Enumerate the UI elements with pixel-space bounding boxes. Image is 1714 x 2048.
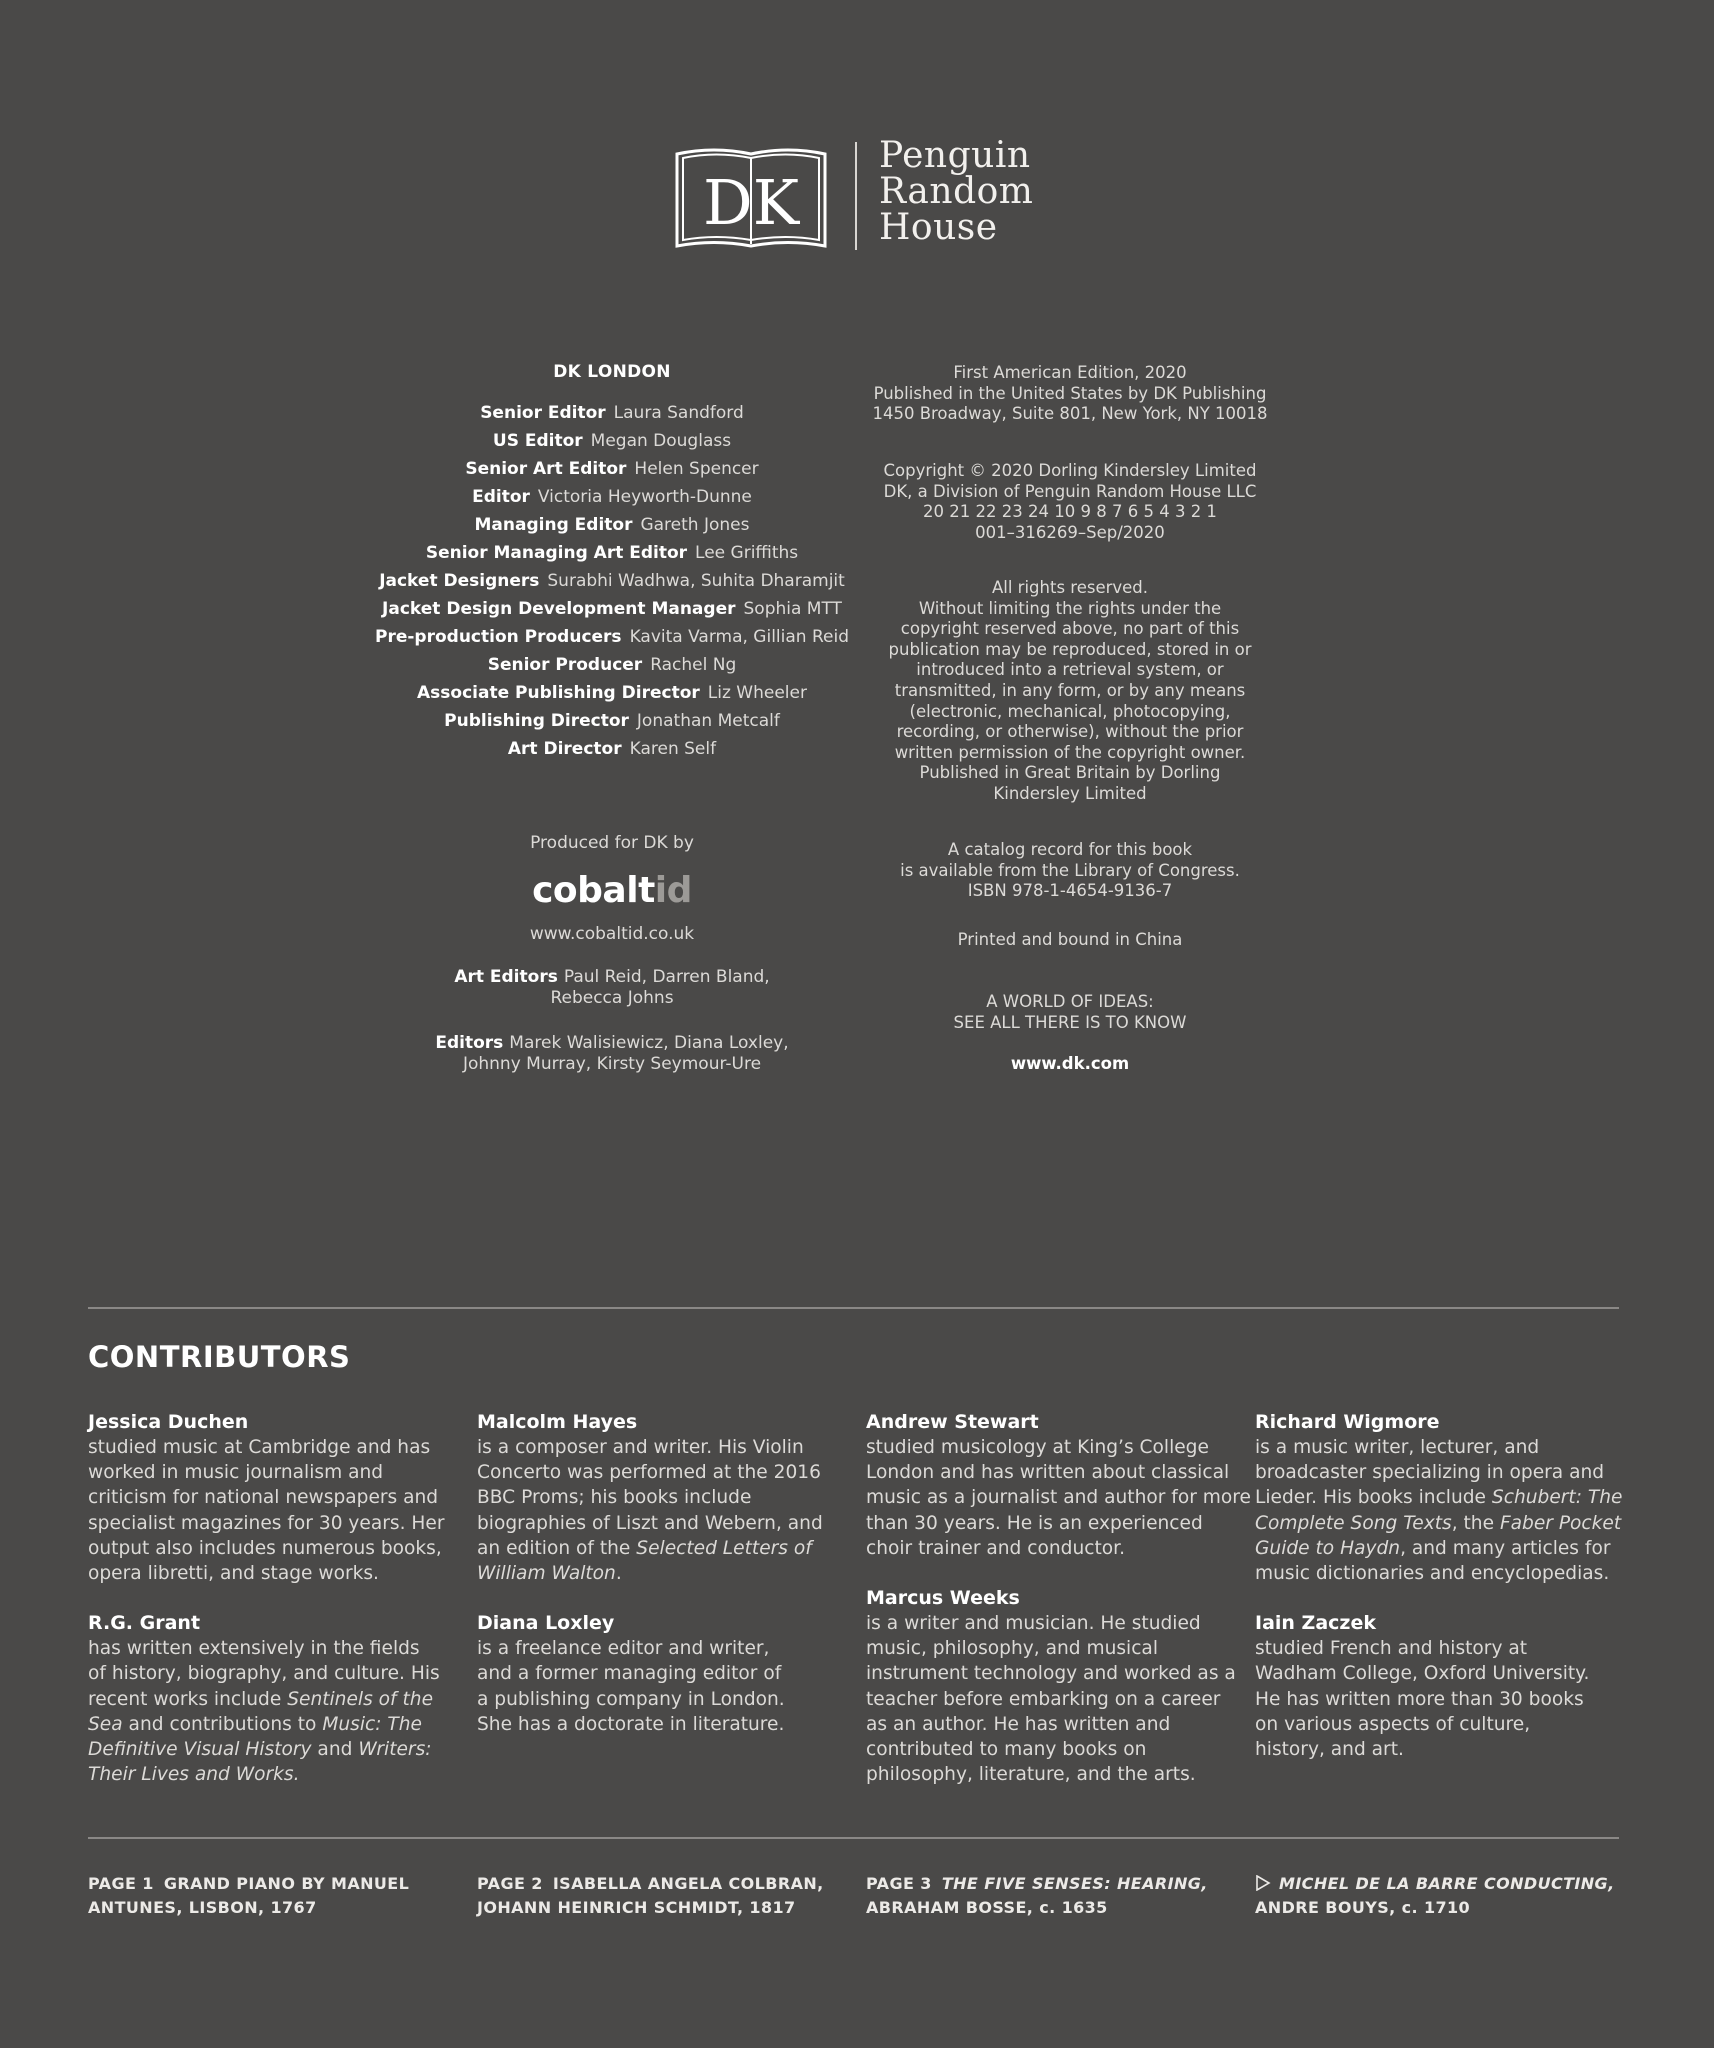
contributor-bio (477, 1435, 827, 1586)
info-line: written permission of the copyright owner. (894, 742, 1246, 762)
bio-line: studied music at Cambridge and has (88, 1437, 431, 1458)
credit-role: US Editor (492, 431, 583, 451)
contributor-bio (866, 1435, 1251, 1561)
book-title: Faber Pocket (1499, 1512, 1622, 1534)
info-line: DK, a Division of Penguin Random House LLC (883, 481, 1257, 501)
contributor-name: Andrew Stewart (866, 1411, 1039, 1433)
dk-website-link[interactable] (870, 1054, 1270, 1075)
bio-line: criticism for national newspapers and (88, 1487, 439, 1509)
bio-line: of history, biography, and culture. His (88, 1663, 440, 1685)
bio-line: music, philosophy, and musical (866, 1638, 1158, 1660)
credit-line (352, 539, 872, 567)
credit-line (352, 623, 872, 651)
credit-role: Senior Editor (480, 403, 606, 423)
credit-role: Senior Producer (487, 655, 643, 675)
caption-line (477, 1872, 837, 1896)
caption-line (866, 1872, 1226, 1896)
info-line: Published in the United States by DK Publishing (873, 383, 1267, 403)
info-line: 1450 Broadway, Suite 801, New York, NY 10018 (872, 404, 1268, 424)
cobaltid-logo (352, 871, 872, 911)
book-title: Complete Song Texts (1255, 1512, 1452, 1534)
caption-line (88, 1872, 448, 1896)
credit-names: Victoria Heyworth-Dunne (537, 487, 752, 507)
bio-text: and contributions to (122, 1713, 323, 1735)
editors-credit (352, 1033, 872, 1075)
cobaltid-logo-part: cobalt (532, 870, 655, 911)
info-line: SEE ALL THERE IS TO KNOW (953, 1012, 1187, 1032)
caption-line: JOHANN HEINRICH SCHMIDT, 1817 (477, 1898, 796, 1917)
credit-line (352, 455, 872, 483)
bio-line: studied French and history at (1255, 1638, 1528, 1660)
bio-text: an edition of the (477, 1537, 637, 1559)
credit-names: Megan Douglass (590, 431, 732, 451)
contributor-bio (477, 1636, 827, 1737)
bio-text: Lieder. His books include (1255, 1487, 1492, 1509)
book-title: Schubert: The (1491, 1487, 1623, 1509)
contributors-heading: CONTRIBUTORS (88, 1340, 351, 1374)
contributor-bio (1255, 1636, 1605, 1762)
credit-names: Kavita Varma, Gillian Reid (629, 627, 849, 647)
credit-names: Jonathan Metcalf (636, 711, 780, 731)
credit-line (352, 679, 872, 707)
credit-names: Rachel Ng (650, 655, 737, 675)
credit-names: Sophia MTT (743, 599, 842, 619)
bio-line: output also includes numerous books, (88, 1537, 442, 1559)
bio-line: biographies of Liszt and Webern, and (477, 1512, 823, 1534)
contributor-name: Marcus Weeks (866, 1587, 1020, 1610)
bio-line: She has a doctorate in literature. (477, 1713, 785, 1735)
info-line: Without limiting the rights under the (918, 598, 1222, 618)
contributors-column (866, 1410, 1251, 1812)
caption-line: ANTUNES, LISBON, 1767 (88, 1898, 317, 1917)
caption-line: ANDRE BOUYS, c. 1710 (1255, 1898, 1471, 1917)
credit-names: Paul Reid, Darren Bland, (563, 967, 770, 987)
book-title: Selected Letters of (636, 1537, 812, 1559)
contributor-entry (866, 1586, 1236, 1787)
logo-divider (855, 142, 857, 250)
bio-line: BBC Proms; his books include (477, 1487, 752, 1509)
bio-line: music as a journalist and author for more (866, 1487, 1251, 1509)
image-caption (866, 1872, 1226, 1920)
credit-role: Managing Editor (474, 515, 633, 535)
info-line[interactable]: www.dk.com (1010, 1054, 1130, 1073)
image-caption (1255, 1872, 1615, 1920)
credit-names: Surabhi Wadhwa, Suhita Dharamjit (547, 571, 845, 591)
info-line: recording, or otherwise), without the prior (896, 722, 1244, 742)
credit-names: Marek Walisiewicz, Diana Loxley, (509, 1033, 789, 1053)
caption-artwork-title: THE FIVE SENSES: HEARING, (941, 1874, 1208, 1893)
credit-role: Associate Publishing Director (417, 683, 700, 703)
bio-line: Concerto was performed at the 2016 (477, 1462, 821, 1484)
credit-role: Art Director (507, 739, 622, 759)
contributor-entry (1255, 1410, 1623, 1586)
bio-line: Wadham College, Oxford University. (1255, 1663, 1590, 1685)
info-line: transmitted, in any form, or by any means (894, 680, 1246, 700)
bio-line: music dictionaries and encyclopedias. (1255, 1563, 1610, 1585)
produced-for-dk (352, 829, 872, 947)
info-line: All rights reserved. (991, 578, 1149, 597)
bio-line: broadcaster specializing in opera and (1255, 1462, 1605, 1484)
bio-line (1255, 1536, 1611, 1561)
info-line: (electronic, mechanical, photocopying, (909, 701, 1231, 721)
pointer-triangle-icon (1255, 1875, 1271, 1891)
contributor-entry (1255, 1611, 1605, 1762)
info-line: A catalog record for this book (947, 840, 1193, 859)
bio-line: history, and art. (1255, 1739, 1404, 1761)
credit-line (352, 483, 872, 511)
image-caption (477, 1872, 837, 1920)
edition-info (870, 363, 1270, 425)
book-title: Their Lives and Works. (88, 1764, 300, 1786)
contributor-name: R.G. Grant (88, 1612, 201, 1635)
bio-line: as an author. He has written and (866, 1713, 1171, 1735)
info-line: Published in Great Britain by Dorling (919, 763, 1221, 783)
slogan (870, 992, 1270, 1033)
book-title: Sentinels of the (287, 1688, 434, 1710)
caption-page-number: PAGE 2 (477, 1874, 543, 1893)
svg-text:DK: DK (702, 166, 800, 239)
bio-line: contributed to many books on (866, 1739, 1147, 1761)
caption-page-number: PAGE 3 (866, 1874, 932, 1893)
book-title: Music: The (322, 1713, 422, 1735)
contributor-bio (88, 1636, 438, 1787)
cobaltid-logo-part: id (654, 870, 692, 911)
bio-text: , the (1451, 1512, 1500, 1534)
bio-line: is a writer and musician. He studied (866, 1613, 1201, 1635)
wordmark-line: House (879, 207, 998, 248)
contributors-column (477, 1410, 827, 1762)
bio-line: is a freelance editor and writer, (477, 1638, 770, 1660)
bio-line: studied musicology at King’s College (866, 1437, 1209, 1458)
credit-role: Jacket Design Development Manager (382, 599, 736, 619)
bio-line: instrument technology and worked as a (866, 1663, 1236, 1685)
book-title: Definitive Visual History (88, 1739, 312, 1761)
section-divider (88, 1307, 1619, 1309)
bio-line: is a composer and writer. His Violin (477, 1437, 804, 1458)
bio-line (477, 1561, 827, 1586)
bio-line (477, 1536, 827, 1561)
cobaltid-url[interactable]: www.cobaltid.co.uk (529, 924, 695, 944)
bio-line: opera libretti, and stage works. (88, 1563, 379, 1585)
image-caption (88, 1872, 448, 1920)
contributor-entry (477, 1410, 827, 1586)
credit-line (352, 511, 872, 539)
credit-line (352, 651, 872, 679)
book-title: Writers: (358, 1739, 432, 1761)
credit-role: Jacket Designers (379, 571, 540, 591)
info-line: publication may be reproduced, stored in or (888, 639, 1252, 659)
contributor-bio (866, 1611, 1236, 1787)
credit-names-continued: Rebecca Johns (550, 988, 674, 1008)
caption-divider (88, 1837, 1619, 1839)
bio-line (88, 1762, 438, 1787)
book-title: Guide to Haydn (1255, 1537, 1401, 1559)
contributors-column (1255, 1410, 1623, 1787)
credit-role: Editors (435, 1033, 504, 1053)
credit-names: Helen Spencer (634, 459, 759, 479)
info-line: Kindersley Limited (993, 783, 1147, 803)
contributor-name: Jessica Duchen (88, 1411, 249, 1433)
credit-line (352, 735, 872, 763)
bio-line: philosophy, literature, and the arts. (866, 1764, 1196, 1786)
info-line: ISBN 978-1-4654-9136-7 (967, 881, 1173, 901)
credit-names: Laura Sandford (613, 403, 744, 423)
info-line: 20 21 22 23 24 10 9 8 7 6 5 4 3 2 1 (923, 502, 1217, 522)
bio-text: . (615, 1563, 622, 1585)
info-line: 001–316269–Sep/2020 (975, 522, 1165, 542)
produced-label: Produced for DK by (530, 833, 694, 853)
bio-line: worked in music journalism and (88, 1462, 384, 1484)
credit-line (352, 707, 872, 735)
bio-line: is a music writer, lecturer, and (1255, 1437, 1540, 1458)
bio-line: London and has written about classical (866, 1462, 1230, 1484)
bio-text: , and many articles for (1400, 1537, 1611, 1559)
info-line: copyright reserved above, no part of this (900, 619, 1240, 639)
caption-line (1255, 1872, 1615, 1896)
credit-line (352, 967, 872, 988)
bio-line (1255, 1485, 1623, 1510)
info-line: First American Edition, 2020 (953, 363, 1187, 382)
wordmark-line: Random (879, 171, 1034, 212)
credits-heading: DK LONDON (553, 362, 671, 382)
info-line: A WORLD OF IDEAS: (986, 992, 1154, 1011)
credit-role: Publishing Director (444, 711, 629, 731)
bio-text: recent works include (88, 1688, 288, 1710)
caption-text: ISABELLA ANGELA COLBRAN, (552, 1874, 824, 1893)
rights-notice (870, 578, 1270, 805)
credit-names-continued: Johnny Murray, Kirsty Seymour-Ure (462, 1054, 762, 1074)
contributor-name: Diana Loxley (477, 1612, 615, 1635)
contributor-bio (1255, 1435, 1623, 1586)
credit-line (352, 567, 872, 595)
credit-line (352, 427, 872, 455)
credit-line (352, 1033, 872, 1054)
credit-names: Gareth Jones (640, 515, 750, 535)
caption-page-number: PAGE 1 (88, 1874, 154, 1893)
credit-line (352, 595, 872, 623)
bio-line (88, 1687, 438, 1712)
caption-line: ABRAHAM BOSSE, c. 1635 (866, 1898, 1108, 1917)
contributor-bio (88, 1435, 445, 1586)
bio-line: a publishing company in London. (477, 1688, 785, 1710)
dk-book-logo-icon (674, 146, 828, 250)
contributor-entry (477, 1611, 827, 1737)
bio-line: choir trainer and conductor. (866, 1537, 1125, 1559)
credit-role: Senior Art Editor (465, 459, 627, 479)
bio-line: on various aspects of culture, (1255, 1713, 1531, 1735)
art-editors-credit (352, 967, 872, 1009)
printed-in (870, 930, 1270, 951)
bio-line (1255, 1511, 1622, 1536)
contributor-entry (88, 1611, 438, 1787)
credit-names: Lee Griffiths (695, 543, 799, 563)
caption-artwork-title: MICHEL DE LA BARRE CONDUCTING, (1279, 1874, 1615, 1893)
contributor-name: Richard Wigmore (1255, 1411, 1440, 1433)
penguin-random-house-wordmark (879, 135, 1034, 248)
caption-text: GRAND PIANO BY MANUEL (163, 1874, 410, 1893)
catalog-record (870, 840, 1270, 902)
credit-line (352, 399, 872, 427)
bio-line (88, 1737, 438, 1762)
bio-line: and a former managing editor of (477, 1663, 782, 1685)
contributor-entry (88, 1410, 445, 1586)
contributor-entry (866, 1410, 1251, 1561)
credit-role: Editor (472, 487, 530, 507)
credit-names: Liz Wheeler (707, 683, 807, 703)
book-title: Sea (88, 1713, 123, 1735)
credit-role: Art Editors (454, 967, 558, 987)
credit-role: Pre-production Producers (374, 627, 622, 647)
bio-line: specialist magazines for 30 years. Her (88, 1512, 445, 1534)
publisher-logo (674, 135, 1044, 254)
info-line: introduced into a retrieval system, or (916, 660, 1224, 680)
bio-text: and (311, 1739, 359, 1761)
bio-line: He has written more than 30 books (1255, 1688, 1584, 1710)
contributor-name: Malcolm Hayes (477, 1411, 638, 1433)
bio-line (88, 1712, 438, 1737)
info-line: Copyright © 2020 Dorling Kindersley Limited (883, 461, 1257, 480)
info-line: Printed and bound in China (957, 930, 1183, 949)
bio-line: teacher before embarking on a career (866, 1688, 1221, 1710)
bio-line: than 30 years. He is an experienced (866, 1512, 1203, 1534)
credit-names: Karen Self (629, 739, 717, 759)
dk-london-credits (352, 362, 872, 763)
credit-role: Senior Managing Art Editor (425, 543, 688, 563)
contributor-name: Iain Zaczek (1255, 1612, 1376, 1635)
contributors-column (88, 1410, 445, 1812)
bio-line: has written extensively in the fields (88, 1638, 420, 1660)
info-line: is available from the Library of Congress. (900, 860, 1240, 880)
book-title: William Walton (477, 1563, 616, 1585)
copyright-info (870, 461, 1270, 543)
wordmark-line: Penguin (879, 135, 1031, 176)
